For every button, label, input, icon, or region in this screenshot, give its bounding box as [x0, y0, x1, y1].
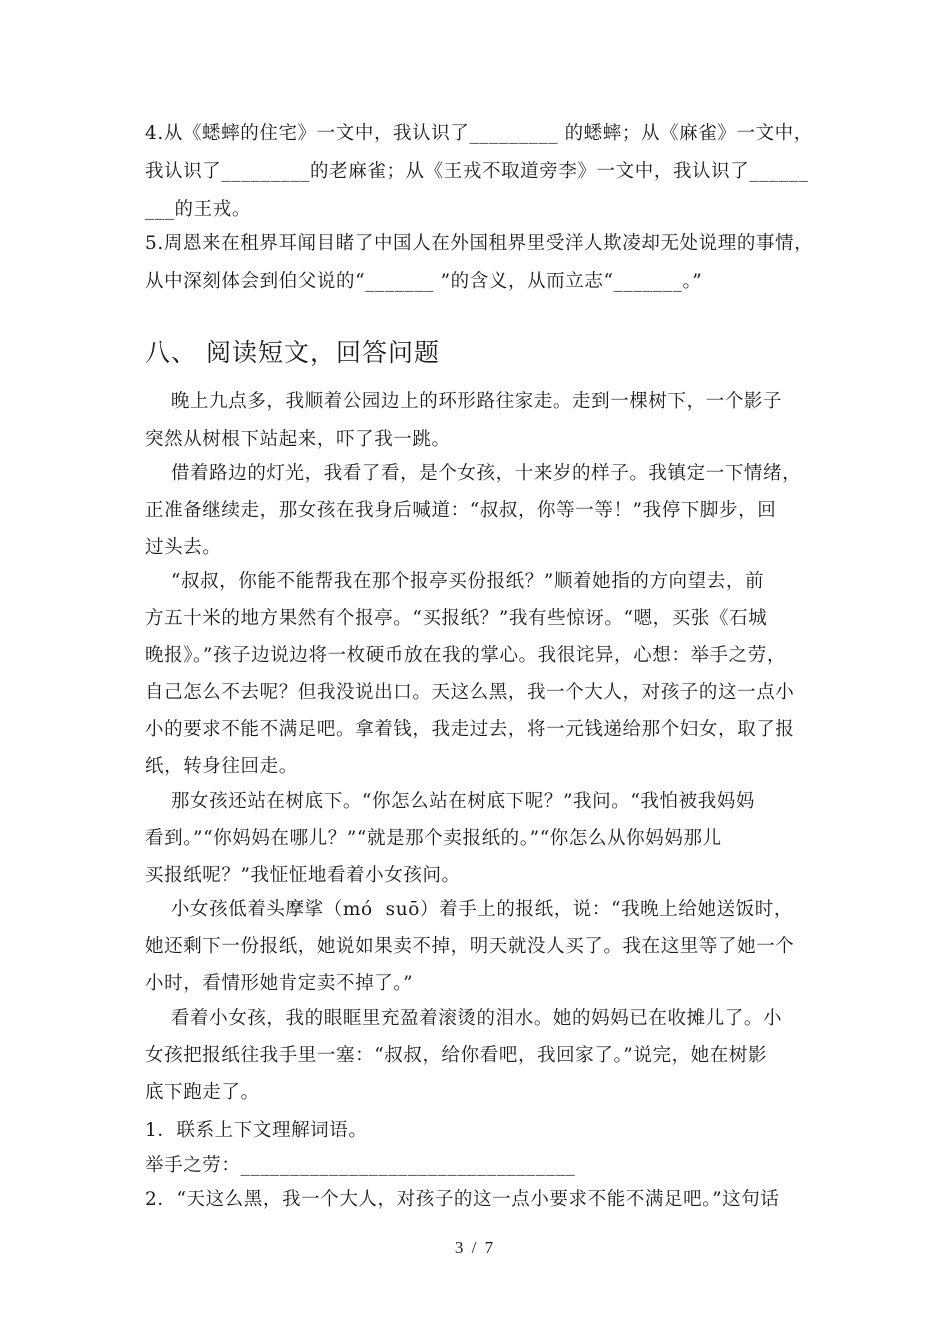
passage-line: 自己怎么不去呢？但我没说出口。天这么黑，我一个大人，对孩子的这一点小 [145, 682, 795, 703]
question-5-line-2: 从中深刻体会到伯父说的“_______ ”的含义，从而立志“_______。” [145, 271, 703, 292]
question-2: 2．“天这么黑，我一个大人，对孩子的这一点小要求不能不满足吧。”这句话 [145, 1189, 780, 1210]
question-1: 1．联系上下文理解词语。 [145, 1120, 368, 1141]
passage-line: 看到。”“你妈妈在哪儿？”“就是那个卖报纸的。”“你怎么从你妈妈那儿 [145, 828, 722, 849]
passage-line: 女孩把报纸往我手里一塞：“叔叔，给你看吧，我回家了。”说完，她在树影 [145, 1045, 768, 1066]
question-4-line-3: ___的王戎。 [145, 199, 251, 220]
passage-line: 小时，看情形她肯定卖不掉了。” [145, 973, 414, 994]
passage-line: 那女孩还站在树底下。“你怎么站在树底下呢？”我问。“我怕被我妈妈 [145, 791, 755, 812]
question-4-line-1: 4.从《蟋蟀的住宅》一文中，我认识了_________ 的蟋蟀；从《麻雀》一文中， [145, 123, 813, 144]
passage-line: 过头去。 [145, 537, 222, 558]
passage-line: 看着小女孩，我的眼眶里充盈着滚烫的泪水。她的妈妈已在收摊儿了。小 [145, 1008, 783, 1029]
passage-line: 买报纸呢？”我怔怔地看着小女孩问。 [145, 865, 461, 886]
question-1-answer-line: 举手之劳：__________________________________ [145, 1155, 576, 1176]
passage-line: 借着路边的灯光，我看了看，是个女孩，十来岁的样子。我镇定一下情绪， [145, 463, 802, 484]
passage-line: 底下跑走了。 [145, 1082, 260, 1103]
section-8-heading: 八、 阅读短文，回答问题 [145, 338, 440, 367]
passage-line: 小女孩低着头摩挲（mó suō）着手上的报纸，说：“我晚上给她送饭时， [145, 899, 793, 920]
question-5-line-1: 5.周恩来在租界耳闻目睹了中国人在外国租界里受洋人欺凌却无处说理的事情， [145, 233, 814, 254]
passage-line: 她还剩下一份报纸，她说如果卖不掉，明天就没人买了。我在这里等了她一个 [145, 936, 795, 957]
question-4-line-2: 我认识了_________的老麻雀；从《王戎不取道旁李》一文中，我认识了______ [145, 161, 809, 182]
passage-line: 小的要求不能不满足吧。拿着钱，我走过去，将一元钱递给那个妇女，取了报 [145, 719, 795, 740]
passage-line: 晚上九点多，我顺着公园边上的环形路往家走。走到一棵树下，一个影子 [145, 391, 783, 412]
page-number: 3 / 7 [454, 1238, 496, 1257]
passage-line: 晚报》。”孩子边说边将一枚硬币放在我的掌心。我很诧异，心想：举手之劳， [145, 645, 786, 666]
passage-line: 方五十米的地方果然有个报亭。“买报纸？”我有些惊讶。“嗯，买张《石城 [145, 608, 768, 629]
passage-line: 突然从树根下站起来，吓了我一跳。 [145, 429, 451, 450]
passage-line: “叔叔，你能不能帮我在那个报亭买份报纸？”顺着她指的方向望去，前 [145, 571, 765, 592]
passage-line: 纸，转身往回走。 [145, 756, 298, 777]
passage-line: 正准备继续走，那女孩在我身后喊道：“叔叔，你等一等！”我停下脚步，回 [145, 500, 777, 521]
